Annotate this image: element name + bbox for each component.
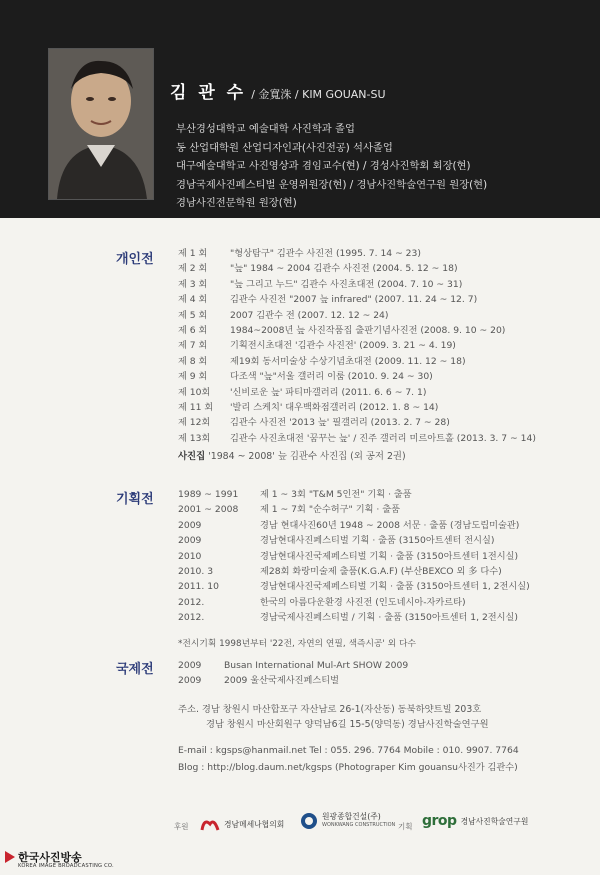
sponsor-logo-wonkwang	[300, 812, 395, 830]
list-item	[178, 323, 598, 338]
grop-logo: grop	[422, 813, 457, 829]
name-line	[170, 78, 386, 103]
solo-section-title: 개인전	[116, 252, 154, 267]
sponsor-logo-mecenat	[200, 816, 284, 832]
item-text: "형상탐구" 김관수 사진전 (1995. 7. 14 ~ 23)	[230, 248, 421, 259]
item-text: Busan International Mul-Art SHOW 2009	[224, 660, 409, 671]
list-item	[178, 564, 598, 579]
list-item	[178, 400, 598, 415]
sponsors-row	[0, 808, 600, 848]
broadcast-logo-icon	[4, 850, 16, 864]
address-line: 경남 창원시 마산회원구 양덕남6길 15-5(양덕동) 경남사진학술연구원	[206, 718, 489, 730]
item-text: "늪" 1984 ~ 2004 김관수 사진전 (2004. 5. 12 ~ 18)	[230, 263, 458, 275]
wonkwang-logo-icon	[300, 812, 318, 830]
list-item	[178, 277, 598, 292]
item-number: 제 2 회	[178, 263, 208, 275]
item-text: 제 1 ~ 3회 "T&M 5인전" 기획 · 출품	[260, 489, 412, 500]
blog-line: Blog : http://blog.daum.net/kgsps (Photograper Kim gouansu사진가 김관수)	[178, 762, 518, 773]
item-text: 김관수 사진초대전 '꿈꾸는 늪' / 진주 갤러리 미르아트홀 (2013. 3. 7 ~ 14)	[230, 432, 536, 444]
item-year: 1989 ~ 1991	[178, 489, 239, 500]
item-text: 제19회 동서미술상 수상기념초대전 (2009. 11. 12 ~ 18)	[230, 355, 466, 367]
item-year: 2009	[178, 675, 202, 687]
item-number: 제 9 회	[178, 371, 208, 383]
item-number: 제 1 회	[178, 248, 208, 259]
item-text: 제28회 화랑미술제 출품(K.G.A.F) (부산BEXCO 외 多 다수)	[260, 565, 502, 577]
item-number: 제 7 회	[178, 340, 208, 352]
list-item	[178, 354, 598, 369]
sponsor-name: 경남메세나협의회	[224, 819, 285, 829]
item-text: 제 1 ~ 7회 "순수허구" 기획 · 출품	[260, 504, 400, 516]
item-year: 2009	[178, 519, 202, 531]
item-text: 경남현대사진국제페스티벌 기획 · 출품 (3150아트센터 1전시실)	[260, 550, 519, 562]
item-text: 경남현대사진국제페스티벌 기획 · 출품 (3150아트센터 1, 2전시실)	[260, 581, 530, 593]
list-item	[178, 338, 598, 353]
list-item	[178, 610, 598, 625]
broadcaster-english: KOREA IMAGE BROADCASTING CO.	[18, 863, 114, 869]
photobook-text: '1984 ~ 2008' 늪 김관수 사진집 (외 공저 2권)	[208, 451, 406, 462]
list-item	[178, 549, 598, 564]
item-number: 제 4 회	[178, 294, 208, 306]
profile-photo	[48, 48, 154, 200]
item-number: 제 10회	[178, 386, 211, 398]
item-year: 2012.	[178, 612, 205, 624]
list-item	[178, 579, 598, 594]
item-year: 2012.	[178, 596, 205, 608]
item-text: 다조색 "늪"서울 갤러리 이룸 (2010. 9. 24 ~ 30)	[230, 371, 433, 383]
person-name: 김 관 수	[170, 83, 247, 103]
list-item	[178, 518, 598, 533]
person-name-sub: / 金寬洙 / KIM GOUAN-SU	[251, 88, 386, 101]
contact-block	[178, 742, 519, 776]
item-text: '발리 스케치' 대우백화점갤러리 (2012. 1. 8 ~ 14)	[230, 401, 439, 413]
item-number: 제 8 회	[178, 355, 208, 367]
item-text: 경남국제사진페스티벌 / 기획 · 출품 (3150아트센터 1, 2전시실)	[260, 612, 518, 624]
planned-list	[178, 487, 598, 626]
contact-line: E-mail : kgsps@hanmail.net Tel : 055. 296. 7764 Mobile : 010. 9907. 7764	[178, 745, 519, 756]
item-year: 2009	[178, 535, 202, 547]
item-year: 2001 ~ 2008	[178, 504, 239, 516]
address-block	[178, 703, 489, 732]
list-item	[178, 658, 598, 673]
planner-label: 기획	[398, 822, 413, 831]
list-item	[178, 261, 598, 276]
bio-list	[176, 120, 487, 213]
sponsor-name-en: WONKWANG CONSTRUCTION	[322, 822, 396, 828]
address-line: 주소. 경남 창원시 마산합포구 자산남로 26-1(자산동) 동북하얏트빌 203호	[178, 704, 482, 715]
list-item	[178, 246, 598, 261]
list-item	[178, 533, 598, 548]
item-number: 제 12회	[178, 417, 211, 429]
international-list	[178, 658, 598, 689]
bio-line: 대구예술대학교 사진영상과 겸임교수(현) / 경성사진학회 회장(현)	[176, 160, 471, 172]
bio-line: 부산경성대학교 예술대학 사진학과 졸업	[176, 123, 355, 135]
broadcaster-watermark	[4, 848, 124, 872]
item-text: 경남 현대사진60년 1948 ~ 2008 서문 · 출품 (경남도립미술관)	[260, 519, 520, 531]
photobook-line	[178, 448, 406, 462]
planned-section-title: 기획전	[116, 492, 154, 507]
list-item	[178, 369, 598, 384]
list-item	[178, 673, 598, 688]
host-label: 후원	[174, 822, 189, 831]
solo-list	[178, 246, 598, 446]
list-item	[178, 487, 598, 502]
sponsor-name: 원광종합건설(주)	[322, 812, 381, 821]
list-item	[178, 308, 598, 323]
international-section-title: 국제전	[116, 662, 154, 677]
item-year: 2010. 3	[178, 565, 214, 577]
bio-line: 경남국제사진페스티벌 운영위원장(현) / 경남사진학술연구원 원장(현)	[176, 178, 488, 191]
item-text: 한국의 아름다운환경 사진전 (인도네시아-자카르타)	[260, 596, 466, 608]
item-year: 2009	[178, 660, 202, 671]
item-text: "늪 그리고 누드" 김관수 사진초대전 (2004. 7. 10 ~ 31)	[230, 278, 463, 290]
item-text: 경남현대사진페스티벌 기획 · 출품 (3150아트센터 전시실)	[260, 535, 495, 547]
item-year: 2011. 10	[178, 581, 219, 593]
mecenat-logo-icon	[200, 816, 220, 832]
item-number: 제 5 회	[178, 309, 208, 321]
item-number: 제 6 회	[178, 324, 208, 336]
planning-note: *전시기획 1998년부터 '22전, 자연의 연필, 색즉시공' 외 다수	[178, 639, 416, 649]
item-number: 제 11 회	[178, 401, 214, 413]
list-item	[178, 431, 598, 446]
item-text: '신비로운 늪' 파티마갤러리 (2011. 6. 6 ~ 7. 1)	[230, 386, 427, 398]
list-item	[178, 502, 598, 517]
bio-line: 경남사진전문학원 원장(현)	[176, 197, 297, 209]
item-text: 2009 울산국제사진페스티벌	[224, 675, 340, 687]
item-number: 제 3 회	[178, 278, 208, 290]
broadcaster-name: 한국사진방송	[18, 851, 82, 864]
item-text: 김관수 사진전 "2007 늪 infrared" (2007. 11. 24 ~ 12. 7)	[230, 294, 478, 306]
planner-name: 경남사진학술연구원	[460, 816, 529, 826]
list-item	[178, 595, 598, 610]
item-text: 2007 김관수 전 (2007. 12. 12 ~ 24)	[230, 309, 389, 321]
item-number: 제 13회	[178, 432, 211, 444]
item-text: 기획전시초대전 '김관수 사진전' (2009. 3. 21 ~ 4. 19)	[230, 340, 456, 352]
planner-logo	[422, 813, 528, 829]
item-text: 1984~2008년 늪 사진작품집 출판기념사진전 (2008. 9. 10 ~ 20)	[230, 324, 506, 336]
item-text: 김관수 사진전 '2013 늪' 필갤러리 (2013. 2. 7 ~ 28)	[230, 417, 450, 429]
list-item	[178, 415, 598, 430]
photobook-label: 사진집	[178, 451, 206, 462]
profile-header	[0, 0, 600, 218]
list-item	[178, 385, 598, 400]
item-year: 2010	[178, 550, 202, 562]
bio-line: 동 산업대학원 산업디자인과(사진전공) 석사졸업	[176, 141, 393, 154]
list-item	[178, 292, 598, 307]
